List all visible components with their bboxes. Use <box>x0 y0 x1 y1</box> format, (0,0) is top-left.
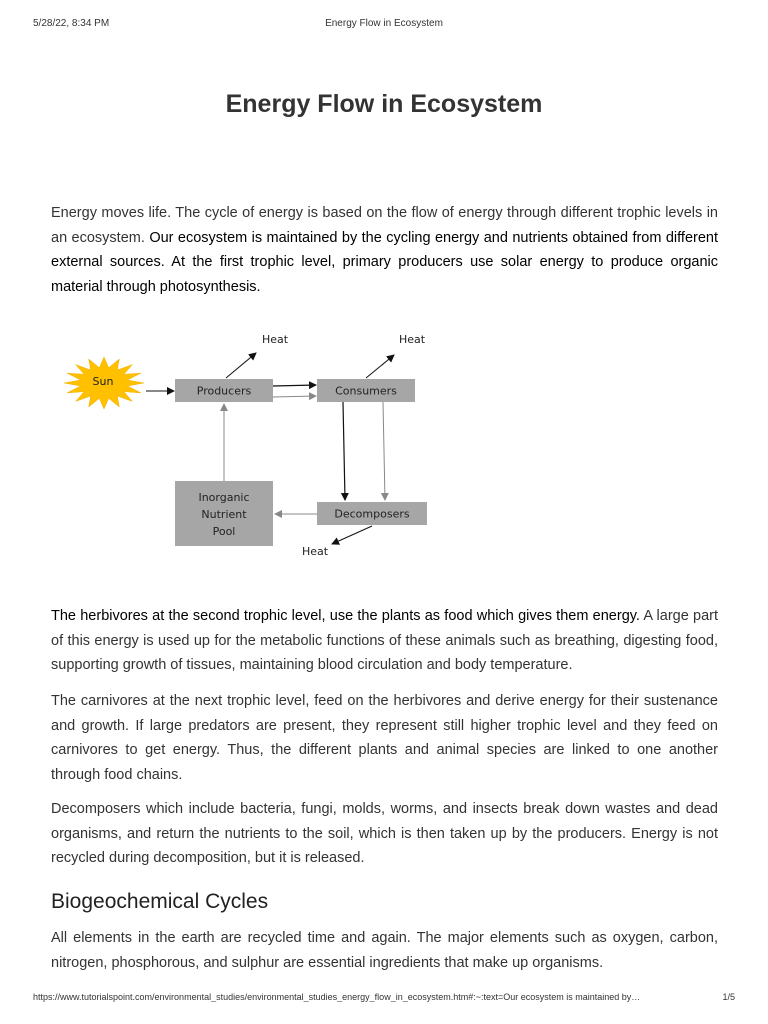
sun-icon <box>64 357 144 409</box>
herbivores-highlight-text: The herbivores at the second trophic level, use the plants as food which gives them energy. <box>51 608 640 624</box>
biogeochemical-paragraph: All elements in the earth are recycled time and again. The major elements such as oxygen, carbon, nitrogen, phosphorous, and sulphur are essential ingredients that make up organisms. <box>51 930 718 971</box>
consumers-heat-arrow <box>366 355 394 378</box>
herbivores-text: A large part of this energy is used up for the metabolic functions of these animals such as breathing, digesting food, supporting growth of tissues, maintaining blood circulation and body temperature. <box>51 608 719 673</box>
consumers-node <box>317 379 415 402</box>
print-date: 5/28/22, 8:34 PM <box>33 18 110 29</box>
page-url: https://www.tutorialspoint.com/environmental_studies/environmental_studies_energy_flow_in_ecosystem.htm#:~:text=Our ecosystem is maintained by… <box>33 992 641 1002</box>
consumers-to-decomposers-nutrient-arrow <box>383 402 385 500</box>
producers-heat-arrow <box>226 353 256 378</box>
producers-heat-label: Heat <box>262 333 289 346</box>
nutrient-pool-label-line2: Nutrient <box>201 508 247 521</box>
decomposers-heat-label: Heat <box>302 545 329 558</box>
nutrient-pool-label-line3: Pool <box>212 525 236 538</box>
print-footer <box>0 992 768 1006</box>
producers-to-consumers-energy-arrow <box>273 385 316 386</box>
nutrient-pool-node <box>175 481 273 546</box>
decomposers-label: Decomposers <box>334 507 410 521</box>
producers-label: Producers <box>196 384 252 398</box>
sun-label: Sun <box>92 375 114 388</box>
page-title: Energy Flow in Ecosystem <box>225 90 543 118</box>
consumers-label: Consumers <box>335 384 397 398</box>
consumers-heat-label: Heat <box>399 333 426 346</box>
herbivores-paragraph <box>51 604 718 678</box>
producers-node <box>175 379 273 402</box>
consumers-to-decomposers-energy-arrow <box>343 402 345 500</box>
page-count: 1/5 <box>722 992 735 1002</box>
intro-text: Energy moves life. The cycle of energy is based on the flow of energy through different trophic levels in an ecosystem. <box>51 205 718 246</box>
nutrient-pool-label-line1: Inorganic <box>198 491 250 504</box>
section-heading: Biogeochemical Cycles <box>51 890 269 913</box>
decomposers-node <box>317 502 427 525</box>
energy-flow-diagram <box>0 325 768 565</box>
carnivores-paragraph: The carnivores at the next trophic level, feed on the herbivores and derive energy for their sustenance and growth. If large predators are present, they represent still higher trophic level and they feed on carnivores to get energy. Thus, the different plants and animal species are linked to one another through food chains. <box>51 693 718 783</box>
intro-paragraph <box>51 201 718 299</box>
intro-highlight-text: Our ecosystem is maintained by the cycling energy and nutrients obtained from different external sources. At the first trophic level, primary producers use solar energy to produce organic material through photosynthesis. <box>51 229 719 295</box>
decomposers-paragraph: Decomposers which include bacteria, fungi, molds, worms, and insects break down wastes and dead organisms, and return the nutrients to the soil, which is then taken up by the producers. Energy is not recycled during decomposition, but it is released. <box>51 801 718 866</box>
producers-to-consumers-nutrient-arrow <box>273 396 316 397</box>
decomposers-heat-arrow <box>332 526 372 544</box>
print-header <box>0 18 768 32</box>
print-page-title: Energy Flow in Ecosystem <box>325 18 443 29</box>
